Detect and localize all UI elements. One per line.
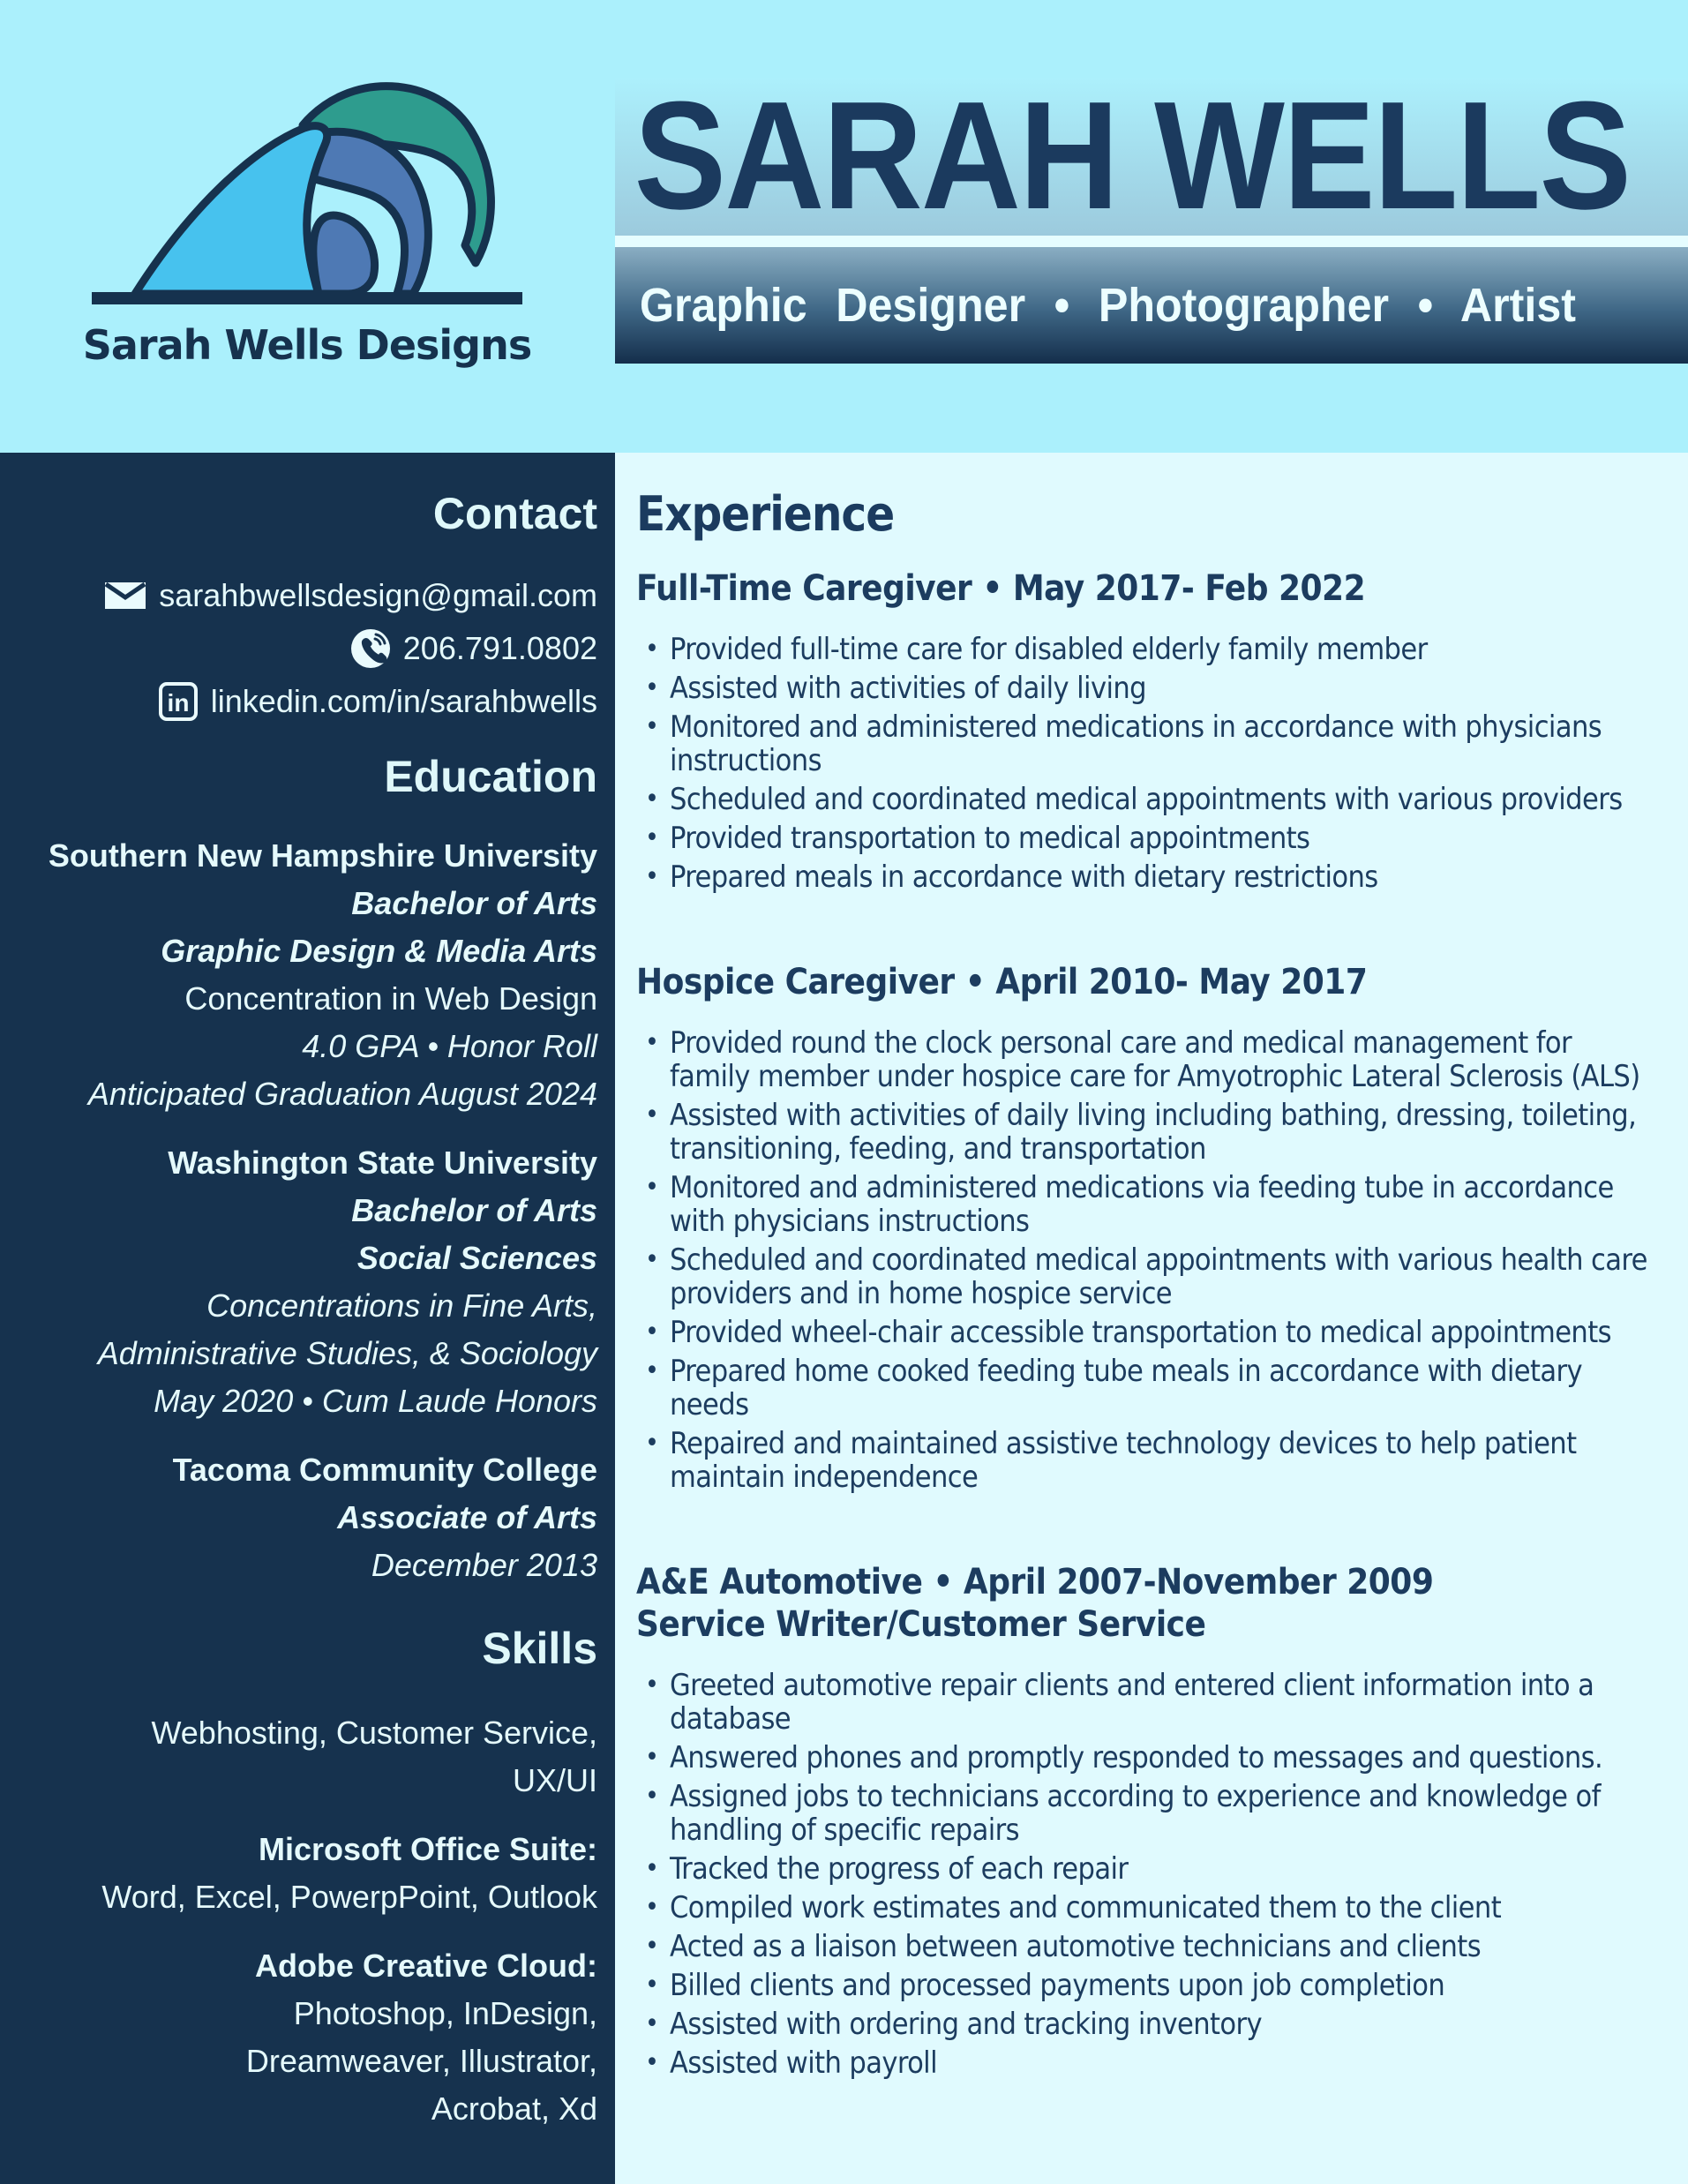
contact-text: sarahbwellsdesign@gmail.com (159, 577, 597, 613)
skills-line: Photoshop, InDesign, (293, 1995, 597, 2031)
bullet-text: Prepared meals in accordance with dietary restrictions (670, 859, 1378, 895)
title-block (615, 78, 1688, 364)
education-line: 4.0 GPA • Honor Roll (302, 1028, 597, 1064)
bullet-text: Answered phones and promptly responded to messages and questions. (670, 1740, 1603, 1775)
bullet-dot (645, 1171, 670, 1205)
bullet-item (636, 633, 1658, 666)
bullet-item (636, 1669, 1658, 1736)
skills-line: Microsoft Office Suite: (258, 1831, 597, 1867)
education-line: December 2013 (371, 1547, 597, 1583)
education-line: Anticipated Graduation August 2024 (87, 1076, 597, 1112)
contact-heading: Contact (432, 489, 597, 538)
bullet-item (636, 1171, 1658, 1238)
bullet-text: Billed clients and processed payments upon job completion (670, 1968, 1445, 2003)
contact-text: linkedin.com/in/sarahbwells (210, 683, 597, 719)
bullet-item (636, 1427, 1658, 1494)
bullet-text: Assisted with ordering and tracking inventory (670, 2007, 1262, 2042)
bullet-item (636, 1780, 1658, 1847)
education-line: Tacoma Community College (172, 1452, 597, 1488)
bullet-text: Assisted with activities of daily living (670, 671, 1146, 706)
bullet-dot (645, 1099, 670, 1132)
skills-line: Dreamweaver, Illustrator, (245, 2043, 597, 2079)
contact-text: 206.791.0802 (402, 630, 597, 666)
skills-list (12, 1709, 597, 2133)
bullet-dot (645, 1026, 670, 1060)
bullet-text: Greeted automotive repair clients and entered client information into a database (670, 1668, 1594, 1737)
experience-column (615, 453, 1688, 2184)
bullet-text: Prepared home cooked feeding tube meals in accordance with dietary needs (670, 1354, 1583, 1422)
bullet-text: Tracked the progress of each repair (670, 1851, 1129, 1887)
bullet-dot (645, 672, 670, 705)
logo (69, 55, 545, 369)
bullet-dot (645, 1355, 670, 1388)
job-bullets (636, 1026, 1658, 1494)
bullet-dot (645, 1669, 670, 1702)
svg-text:in: in (167, 689, 190, 717)
education-line: Southern New Hampshire University (48, 837, 597, 874)
experience-heading: Experience (636, 486, 895, 542)
bullet-text: Acted as a liaison between automotive technicians and clients (670, 1929, 1482, 1964)
education-line: Social Sciences (356, 1240, 597, 1276)
bullet-item (636, 822, 1658, 855)
person-name: SARAH WELLS (634, 78, 1631, 236)
education-line: Administrative Studies, & Sociology (97, 1335, 597, 1371)
bullet-dot (645, 1427, 670, 1460)
job-entry (636, 567, 1658, 894)
job-title-line1: Hospice Caregiver • April 2010- May 2017 (636, 962, 1368, 1002)
education-line: Bachelor of Arts (351, 885, 597, 921)
logo-baseline (92, 292, 522, 304)
bullet-text: Scheduled and coordinated medical appointments with various health care providers and in home hospice service (670, 1242, 1647, 1311)
bullet-dot (645, 860, 670, 894)
contact-list (12, 569, 597, 728)
bullet-item (636, 1355, 1658, 1422)
education-entry (12, 1139, 597, 1425)
bullet-item (636, 2008, 1658, 2041)
education-line: Graphic Design & Media Arts (161, 933, 597, 969)
bullet-dot (645, 1891, 670, 1925)
bullet-text: Monitored and administered medications via feeding tube in accordance with physicians instructions (670, 1170, 1614, 1239)
skills-line: UX/UI (512, 1762, 597, 1798)
job-title-line1: A&E Automotive • April 2007-November 2009 (636, 1562, 1434, 1602)
bullet-dot (645, 1741, 670, 1775)
education-line: Concentrations in Fine Arts, (206, 1287, 597, 1324)
wave-logo (86, 55, 528, 316)
bullet-text: Provided transportation to medical appointments (670, 821, 1310, 856)
skills-line: Word, Excel, PowerpPoint, Outlook (101, 1879, 597, 1915)
bullet-text: Provided full-time care for disabled elderly family member (670, 632, 1428, 667)
skills-line: Webhosting, Customer Service, (151, 1715, 597, 1751)
bullet-text: Assigned jobs to technicians according to experience and knowledge of handling of specific repairs (670, 1779, 1601, 1848)
bullet-dot (645, 1243, 670, 1277)
skills-group (12, 1826, 597, 1921)
bullet-item (636, 1026, 1658, 1093)
job-title (636, 567, 1658, 610)
tagline-bar (615, 247, 1688, 364)
skills-line: Adobe Creative Cloud: (254, 1948, 597, 1984)
bullet-dot (645, 710, 670, 744)
bullet-item (636, 1099, 1658, 1166)
bullet-text: Assisted with payroll (670, 2045, 937, 2081)
sidebar (0, 453, 615, 2184)
bullet-text: Repaired and maintained assistive technology devices to help patient maintain independence (670, 1426, 1577, 1495)
education-line: Associate of Arts (337, 1499, 597, 1535)
job-bullets (636, 633, 1658, 894)
bullet-item (636, 1969, 1658, 2002)
education-list (12, 832, 597, 1589)
bullet-dot (645, 1780, 670, 1813)
bullet-item (636, 860, 1658, 894)
bullet-text: Monitored and administered medications in accordance with physicians instructions (670, 709, 1602, 778)
bullet-dot (645, 822, 670, 855)
job-entry (636, 961, 1658, 1494)
bullet-item (636, 672, 1658, 705)
bullet-dot (645, 2046, 670, 2080)
bullet-text: Provided wheel-chair accessible transportation to medical appointments (670, 1315, 1611, 1350)
bullet-dot (645, 783, 670, 816)
bullet-item (636, 1316, 1658, 1349)
job-title-line1: Full-Time Caregiver • May 2017- Feb 2022 (636, 568, 1366, 609)
bullet-item (636, 1930, 1658, 1963)
header-banner (0, 0, 1688, 453)
contact-item[interactable] (12, 622, 597, 675)
bullet-dot (645, 2008, 670, 2041)
bullet-dot (645, 1316, 670, 1349)
contact-item[interactable] (12, 675, 597, 728)
job-title-line2: Service Writer/Customer Service (636, 1604, 1206, 1645)
bullet-item (636, 783, 1658, 816)
bullet-dot (645, 1969, 670, 2002)
education-entry (12, 1446, 597, 1589)
education-line: May 2020 • Cum Laude Honors (154, 1383, 597, 1419)
bullet-item (636, 1852, 1658, 1886)
bullet-text: Compiled work estimates and communicated them to the client (670, 1890, 1502, 1925)
skills-group (12, 1709, 597, 1805)
bullet-item (636, 1243, 1658, 1310)
bullet-text: Provided round the clock personal care and medical management for family member under hospice care for Amyotrophic Lateral Sclerosis (ALS) (670, 1025, 1640, 1094)
job-title (636, 961, 1658, 1003)
logo-text: Sarah Wells Designs (82, 321, 532, 369)
bullet-dot (645, 1930, 670, 1963)
tagline: Graphic Designer • Photographer • Artist (639, 279, 1577, 332)
bullet-dot (645, 633, 670, 666)
bullet-item (636, 1741, 1658, 1775)
job-title (636, 1561, 1658, 1646)
email-icon (104, 582, 146, 610)
bullet-dot (645, 1852, 670, 1886)
linkedin-icon (158, 681, 199, 722)
skills-line: Acrobat, Xd (431, 2090, 597, 2127)
skills-heading: Skills (482, 1624, 597, 1673)
divider-strip (615, 236, 1688, 247)
job-entry (636, 1561, 1658, 2080)
education-line: Bachelor of Arts (351, 1192, 597, 1228)
bullet-item (636, 2046, 1658, 2080)
phone-icon (350, 628, 391, 669)
bullet-text: Scheduled and coordinated medical appointments with various providers (670, 782, 1623, 817)
name-strip (615, 78, 1688, 236)
education-heading: Education (384, 752, 597, 801)
contact-item[interactable] (12, 569, 597, 622)
bullet-item (636, 1891, 1658, 1925)
education-line: Washington State University (168, 1145, 597, 1181)
skills-group (12, 1942, 597, 2133)
education-entry (12, 832, 597, 1118)
bullet-text: Assisted with activities of daily living including bathing, dressing, toileting, transitioning, feeding, and transportation (670, 1098, 1637, 1167)
bullet-item (636, 710, 1658, 777)
education-line: Concentration in Web Design (184, 980, 597, 1017)
job-bullets (636, 1669, 1658, 2080)
